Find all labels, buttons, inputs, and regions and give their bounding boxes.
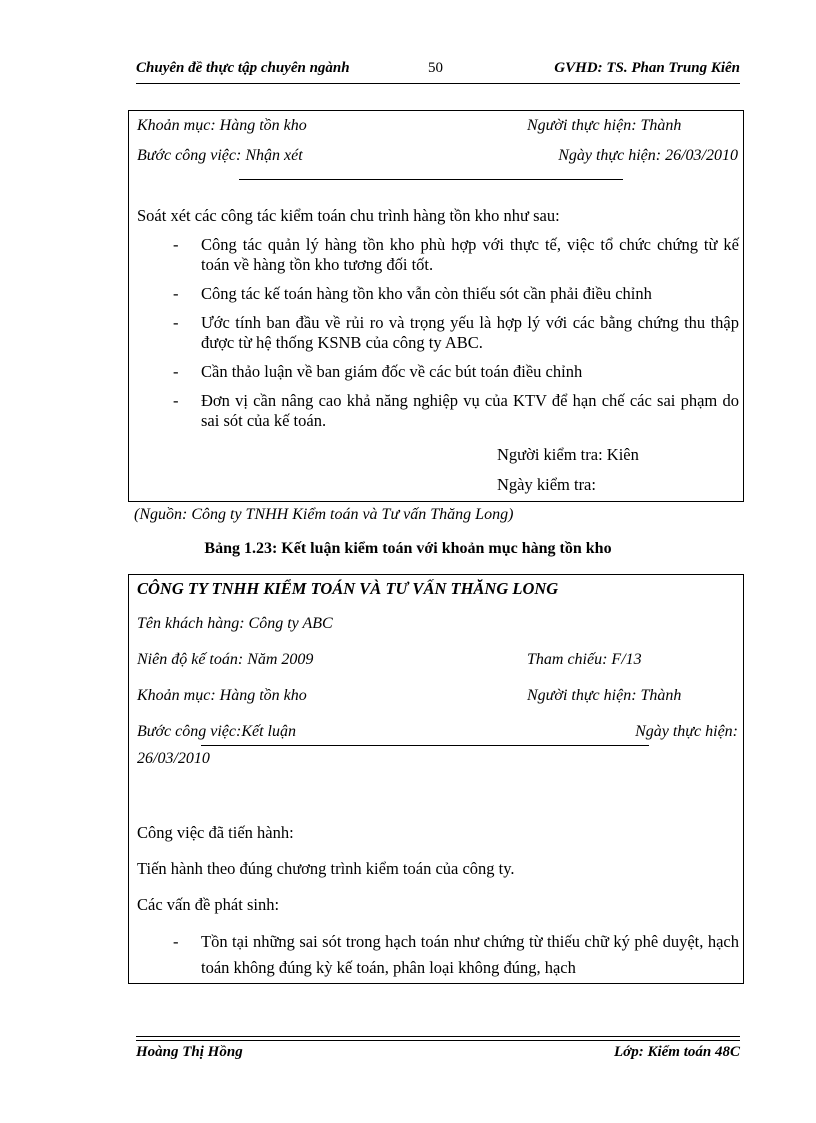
company-name: CÔNG TY TNHH KIỂM TOÁN VÀ TƯ VẤN THĂNG LONG <box>137 579 559 598</box>
table-caption: Bảng 1.23: Kết luận kiểm toán với khoản mục hàng tồn kho <box>204 540 612 557</box>
page-footer <box>136 1044 740 1066</box>
section-divider <box>201 745 649 746</box>
reviewer: Người kiểm tra: Kiên <box>497 445 639 464</box>
list-item: - Cần thảo luận về ban giám đốc về các bút toán điều chỉnh <box>173 362 739 382</box>
list-item: - Tồn tại những sai sót trong hạch toán như chứng từ thiếu chữ ký phê duyệt, hạch toán không đúng kỳ kế toán, phân loại không đúng, hạch <box>173 929 739 981</box>
footer-divider <box>136 1040 740 1041</box>
fiscal-year: Niên độ kế toán: Năm 2009 <box>137 651 314 668</box>
list-item: - Công tác quản lý hàng tồn kho phù hợp với thực tế, việc tổ chức chứng từ kế toán về hàng tồn kho tương đối tốt. <box>173 235 739 275</box>
issues-list <box>173 929 739 981</box>
page-number: 50 <box>428 60 443 76</box>
work-done-label: Công việc đã tiến hành: <box>137 823 294 842</box>
page-header <box>136 60 740 84</box>
client-name: Tên khách hàng: Công ty ABC <box>137 615 333 632</box>
review-date: Ngày kiểm tra: <box>497 475 596 494</box>
review-intro: Soát xét các công tác kiểm toán chu trình hàng tồn kho như sau: <box>137 206 560 225</box>
reference: Tham chiếu: F/13 <box>527 651 642 668</box>
source-note: (Nguồn: Công ty TNHH Kiểm toán và Tư vấn Thăng Long) <box>134 506 514 523</box>
class-name: Lớp: Kiểm toán 48C <box>614 1044 740 1060</box>
list-item: - Ước tính ban đầu về rủi ro và trọng yếu là hợp lý với các bằng chứng thu thập được từ hệ thống KSNB của công ty ABC. <box>173 313 739 353</box>
section-divider <box>239 179 623 180</box>
performer: Người thực hiện: Thành <box>527 687 682 704</box>
header-divider <box>136 83 740 84</box>
header-advisor: GVHD: TS. Phan Trung Kiên <box>554 60 740 76</box>
work-step: Bước công việc:Kết luận <box>137 723 296 740</box>
perform-date-label: Ngày thực hiện: <box>635 723 738 740</box>
work-step: Bước công việc: Nhận xét <box>137 147 303 164</box>
performer: Người thực hiện: Thành <box>527 117 682 134</box>
work-done-text: Tiến hành theo đúng chương trình kiểm toán của công ty. <box>137 859 515 878</box>
list-item: - Công tác kế toán hàng tồn kho vẫn còn thiếu sót cần phải điều chỉnh <box>173 284 739 304</box>
footer-divider <box>136 1036 740 1037</box>
conclusion-box <box>128 574 744 984</box>
review-list <box>173 235 739 431</box>
account-item: Khoản mục: Hàng tồn kho <box>137 687 307 704</box>
issues-label: Các vấn đề phát sinh: <box>137 895 280 914</box>
review-box <box>128 110 744 502</box>
list-item: - Đơn vị cần nâng cao khả năng nghiệp vụ của KTV để hạn chế các sai phạm do sai sót của kế toán. <box>173 391 739 431</box>
perform-date-value: 26/03/2010 <box>137 750 210 767</box>
header-title: Chuyên đề thực tập chuyên ngành <box>136 60 350 76</box>
account-item: Khoản mục: Hàng tồn kho <box>137 117 307 134</box>
author-name: Hoàng Thị Hồng <box>136 1044 243 1060</box>
perform-date: Ngày thực hiện: 26/03/2010 <box>558 147 738 164</box>
